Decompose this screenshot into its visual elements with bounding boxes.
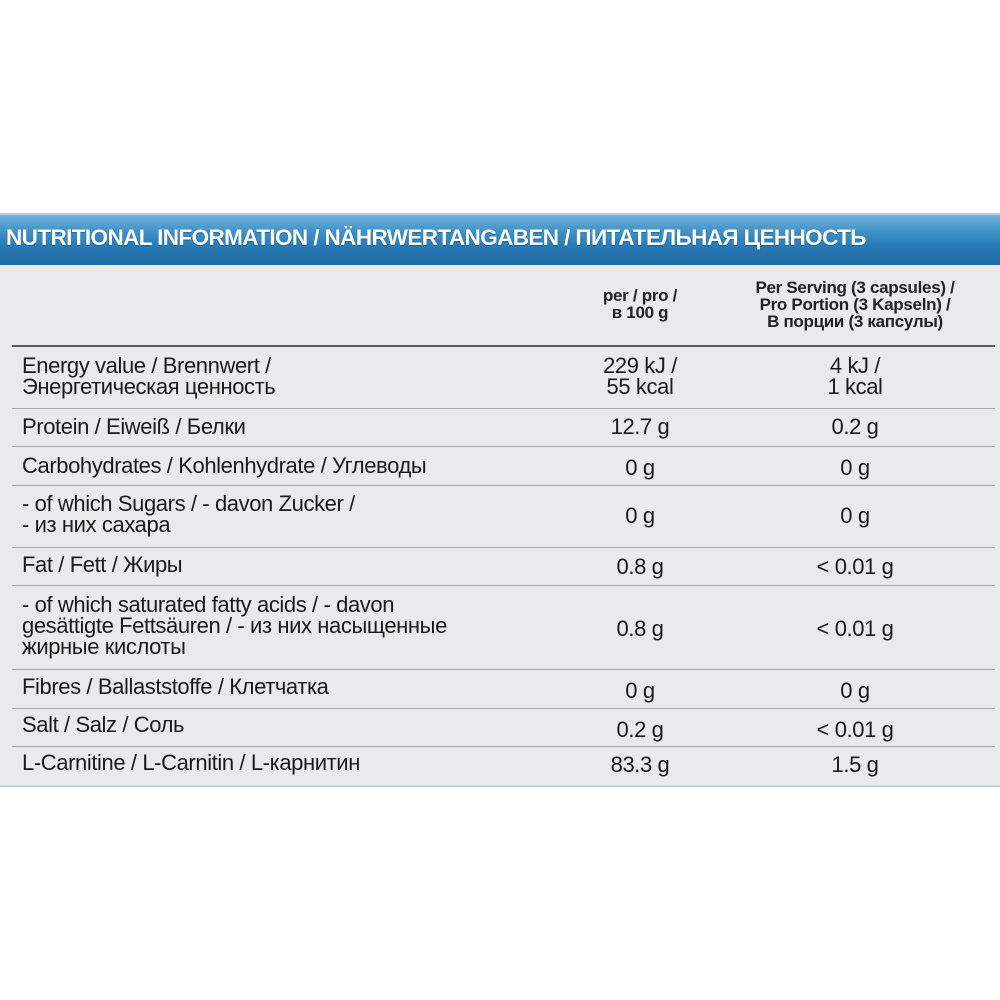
cell-text-line: жирные кислоты [22, 634, 186, 659]
table-row-fat [12, 548, 995, 586]
table-body [12, 345, 995, 787]
value-per-serving: 0 g [840, 503, 870, 528]
table-row-carbohydrates [12, 447, 995, 486]
table-row-saturated-fat [12, 586, 995, 670]
header-text-line: В порции (3 капсулы) [767, 312, 943, 331]
value-per-100g: 0 g [625, 503, 655, 528]
value-per-serving: 0 g [840, 455, 870, 480]
value-per-100g: 12.7 g [610, 414, 670, 439]
cell-text-line: - of which Sugars / - davon Zucker / [22, 491, 355, 516]
value-per-serving: 1.5 g [831, 752, 879, 777]
value-per-100g: 0.2 g [616, 717, 664, 742]
cell-text-line: Энергетическая ценность [22, 374, 276, 399]
cell-text-line: 1 kcal [827, 374, 883, 399]
header-text-line: per / pro / [602, 286, 678, 305]
row-label [22, 355, 562, 397]
table-row-salt [12, 709, 995, 747]
table-row-l-carnitine [12, 747, 995, 787]
value-per-serving [720, 355, 990, 397]
header-text-line: Pro Portion (3 Kapseln) / [759, 295, 951, 314]
value-per-100g: 0 g [625, 678, 655, 703]
table-title: NUTRITIONAL INFORMATION / NÄHRWERTANGABEN / ПИТАТЕЛЬНАЯ ЦЕННОСТЬ [6, 225, 866, 250]
header-text-line: в 100 g [611, 303, 669, 322]
row-label: Fat / Fett / Жиры [22, 552, 183, 577]
table-row-sugars [12, 486, 995, 548]
value-per-serving: < 0.01 g [816, 554, 894, 579]
column-header-per-serving [720, 279, 990, 330]
row-label: Carbohydrates / Kohlenhydrate / Углеводы [22, 453, 427, 478]
header-text-line: Per Serving (3 capsules) / [755, 278, 955, 297]
cell-text-line: 55 kcal [606, 374, 674, 399]
value-per-serving: 0.2 g [831, 414, 879, 439]
value-per-100g: 0.8 g [616, 554, 664, 579]
row-label: Salt / Salz / Соль [22, 712, 185, 737]
table-header [0, 265, 1000, 345]
value-per-serving: 0 g [840, 678, 870, 703]
title-banner [0, 213, 1000, 265]
column-header-per-100g [560, 287, 720, 321]
value-per-100g [560, 355, 720, 397]
value-per-serving: < 0.01 g [816, 717, 894, 742]
nutrition-table [0, 265, 1000, 787]
value-per-100g: 83.3 g [610, 752, 670, 777]
cell-text-line: gesättigte Fettsäuren / - из них насыщенные [22, 613, 447, 638]
table-row-fibres [12, 670, 995, 709]
value-per-100g: 0.8 g [616, 616, 664, 641]
cell-text-line: Energy value / Brennwert / [22, 353, 271, 378]
table-row-energy [12, 347, 995, 409]
cell-text-line: 4 kJ / [829, 353, 881, 378]
value-per-100g: 0 g [625, 455, 655, 480]
row-label: Protein / Eiweiß / Белки [22, 414, 246, 439]
value-per-serving: < 0.01 g [816, 616, 894, 641]
row-label: L-Carnitine / L-Carnitin / L-карнитин [22, 750, 360, 775]
table-row-protein [12, 409, 995, 447]
row-label [22, 594, 562, 657]
row-label [22, 493, 562, 535]
row-label: Fibres / Ballaststoffe / Клетчатка [22, 674, 329, 699]
cell-text-line: - из них сахара [22, 512, 171, 537]
cell-text-line: - of which saturated fatty acids / - davon [22, 592, 395, 617]
cell-text-line: 229 kJ / [603, 353, 677, 378]
